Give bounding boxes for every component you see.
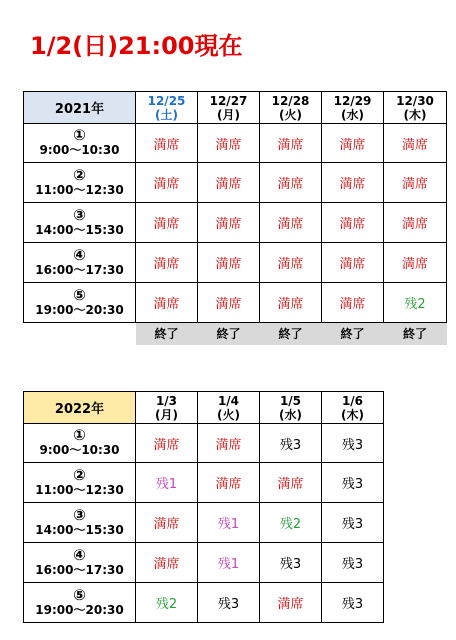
table-row xyxy=(24,543,384,583)
date-header: 12/29 (水) xyxy=(322,92,384,124)
availability-cell: 満席 xyxy=(260,124,322,163)
availability-cell: 満席 xyxy=(322,124,384,163)
table-row xyxy=(24,583,384,623)
date-header: 12/25 (土) xyxy=(136,92,198,124)
table-row xyxy=(24,503,384,543)
ended-label: 終了 xyxy=(384,323,447,345)
availability-cell: 残3 xyxy=(260,424,322,463)
availability-cell: 満席 xyxy=(198,424,260,463)
availability-cell: 満席 xyxy=(384,203,447,243)
availability-cell: 満席 xyxy=(260,463,322,503)
table-row xyxy=(24,163,447,203)
availability-cell: 残3 xyxy=(322,503,384,543)
time-slot: ③ 14:00〜15:30 xyxy=(24,203,136,243)
date-header: 1/4 (火) xyxy=(198,392,260,424)
date-header: 1/5 (水) xyxy=(260,392,322,424)
table-row xyxy=(24,463,384,503)
availability-cell: 満席 xyxy=(322,163,384,203)
availability-cell: 満席 xyxy=(136,243,198,283)
availability-cell: 満席 xyxy=(136,124,198,163)
availability-cell: 満席 xyxy=(136,543,198,583)
year-header: 2021年 xyxy=(24,92,136,124)
time-slot: ④ 16:00〜17:30 xyxy=(24,243,136,283)
date-header: 12/30 (木) xyxy=(384,92,447,124)
availability-cell: 満席 xyxy=(198,243,260,283)
availability-cell: 満席 xyxy=(322,283,384,323)
availability-cell: 満席 xyxy=(136,503,198,543)
availability-cell: 満席 xyxy=(136,424,198,463)
year-header: 2022年 xyxy=(24,392,136,424)
ended-label: 終了 xyxy=(260,323,322,345)
time-slot: ① 9:00〜10:30 xyxy=(24,124,136,163)
date-header: 12/27 (月) xyxy=(198,92,260,124)
availability-cell: 残1 xyxy=(198,503,260,543)
availability-cell: 満席 xyxy=(136,163,198,203)
table-row xyxy=(24,283,447,323)
availability-cell: 残3 xyxy=(322,583,384,623)
availability-cell: 残1 xyxy=(136,463,198,503)
availability-cell: 満席 xyxy=(322,203,384,243)
availability-cell: 満席 xyxy=(384,243,447,283)
availability-cell: 残3 xyxy=(260,543,322,583)
availability-cell: 残2 xyxy=(384,283,447,323)
date-header: 1/6 (木) xyxy=(322,392,384,424)
availability-cell: 残2 xyxy=(136,583,198,623)
time-slot: ② 11:00〜12:30 xyxy=(24,163,136,203)
availability-cell: 満席 xyxy=(322,243,384,283)
time-slot: ② 11:00〜12:30 xyxy=(24,463,136,503)
page-title: 1/2(日)21:00現在 xyxy=(30,32,243,60)
availability-cell: 残1 xyxy=(198,543,260,583)
availability-cell: 残3 xyxy=(322,424,384,463)
time-slot: ⑤ 19:00〜20:30 xyxy=(24,283,136,323)
ended-label: 終了 xyxy=(322,323,384,345)
table-row xyxy=(24,424,384,463)
availability-cell: 残3 xyxy=(322,463,384,503)
availability-cell: 満席 xyxy=(198,203,260,243)
availability-cell: 満席 xyxy=(198,283,260,323)
availability-cell: 満席 xyxy=(198,124,260,163)
availability-cell: 残3 xyxy=(322,543,384,583)
availability-cell: 残2 xyxy=(260,503,322,543)
availability-cell: 満席 xyxy=(260,163,322,203)
availability-cell: 満席 xyxy=(384,163,447,203)
time-slot: ① 9:00〜10:30 xyxy=(24,424,136,463)
availability-cell: 満席 xyxy=(260,243,322,283)
availability-cell: 満席 xyxy=(260,583,322,623)
availability-cell: 残3 xyxy=(198,583,260,623)
table-row xyxy=(24,124,447,163)
time-slot: ④ 16:00〜17:30 xyxy=(24,543,136,583)
schedule-table-2021 xyxy=(23,91,447,345)
table-row xyxy=(24,243,447,283)
ended-label: 終了 xyxy=(198,323,260,345)
ended-row xyxy=(24,323,447,345)
schedule-table-2022 xyxy=(23,391,384,623)
availability-cell: 満席 xyxy=(384,124,447,163)
availability-cell: 満席 xyxy=(260,203,322,243)
availability-cell: 満席 xyxy=(136,203,198,243)
availability-cell: 満席 xyxy=(136,283,198,323)
availability-cell: 満席 xyxy=(198,463,260,503)
time-slot: ⑤ 19:00〜20:30 xyxy=(24,583,136,623)
ended-label: 終了 xyxy=(136,323,198,345)
availability-cell: 満席 xyxy=(198,163,260,203)
availability-cell: 満席 xyxy=(260,283,322,323)
time-slot: ③ 14:00〜15:30 xyxy=(24,503,136,543)
date-header: 12/28 (火) xyxy=(260,92,322,124)
date-header: 1/3 (月) xyxy=(136,392,198,424)
table-row xyxy=(24,203,447,243)
